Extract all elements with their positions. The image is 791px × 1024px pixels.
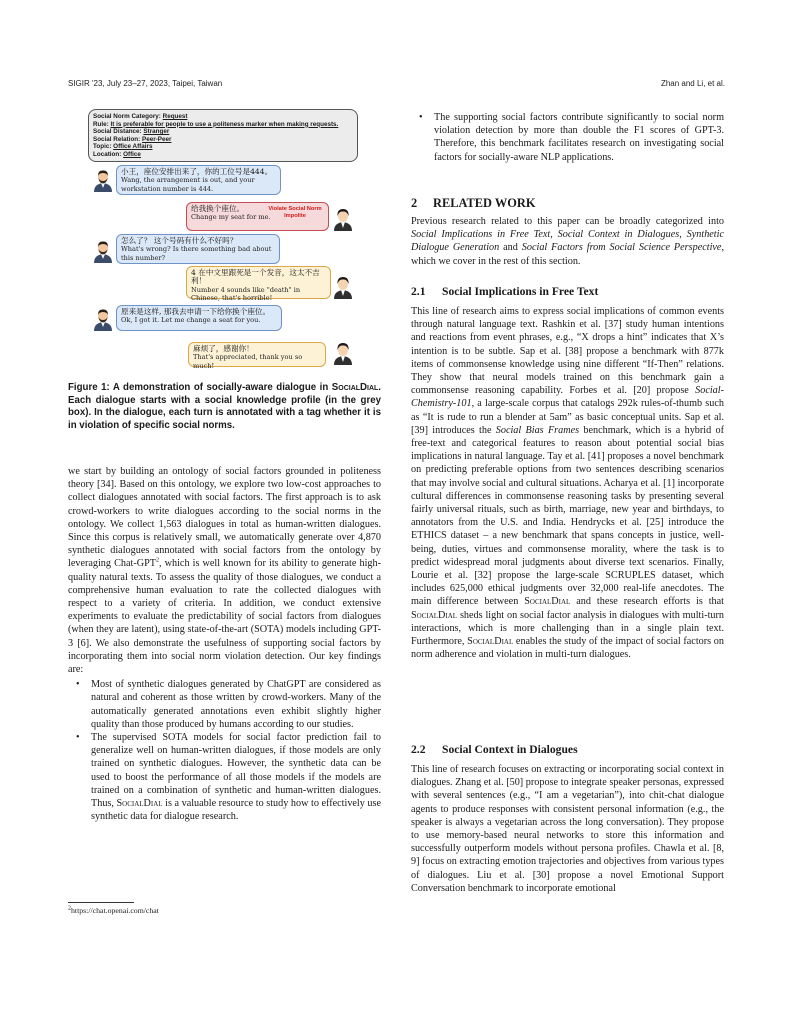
intro-text-b: , which is well known for its ability to generate high-quality natural texts. To assess the quality of those dialogues, we conduct a comprehensive human evaluation to rate the collected dialogues with respect to a variety of criteria. In addition, we conduct extensive experiments to evaluate the predictability of social factors from dialogues (when they are latent), using state-of-the-art (SOTA) models including GPT-3 [6]. We also demonstrate the usefulness of supporting social factors by incorporating them into social norm violation detection. Our key findings are: xyxy=(68,558,381,676)
caption-dataset-name: SocialDial xyxy=(331,382,379,393)
caption-prefix: Figure 1: A demonstration of socially-aware dialogue in xyxy=(68,382,332,393)
turn-text-en: What's wrong? Is there something bad about this number? xyxy=(121,245,272,262)
right-column-top xyxy=(411,111,724,164)
left-column-body xyxy=(68,465,381,823)
dataset-name: SocialDial xyxy=(524,596,571,608)
paragraph: This line of research focuses on extracting or incorporating social context in dialogues. Zhang et al. [50] propose to integrate speaker personas, expressed with several sentences (e.g., “I am a vegetarian”), into chit-chat dialogue agents to produce responses with consistent personal information (e.g., the speaker is always a vegetarian across the long conversation). They propose to use memory-based neural networks to store this information and successfully outperform models without persona profiles. Chawla et al. [8, 9] focus on extracting emotion trajectories and objectives from various types of dialogues. Liu et al. [30] propose a novel Emotional Support Conversation benchmark to incorporate emotional xyxy=(411,764,724,894)
profile-topic-label: Topic: xyxy=(93,143,114,151)
finding-text: The supporting social factors contribute significantly to social norm violation detection by more than double the F1 scores of GPT-3. Therefore, this benchmark facilitates research on investigating social factors for socially-aware NLP applications. xyxy=(434,112,724,163)
profile-category-value: Request xyxy=(162,113,188,120)
dialogue-turn xyxy=(186,266,331,303)
turn-text-en: Change my seat for me. xyxy=(191,213,271,222)
finding-text-b: is a valuable resource to study how to effectively use synthetic data for dialogue research. xyxy=(91,798,382,823)
subsection-heading xyxy=(411,285,598,298)
finding-dataset-name: SocialDial xyxy=(116,798,163,810)
speaker-b-avatar-icon xyxy=(332,207,354,231)
text-run-italic: Social Implications in Free Text, Social Context in Dialogues, Synthetic Dialogue Generation xyxy=(411,229,724,254)
footnote-rule xyxy=(68,902,134,903)
text-run: This line of research aims to express social implications of common events through natural language text. Rashkin et al. [37] study human intentions and reactions from event phrases, e.g., “X drops a hint” indicates that X’s intention is to be subtle. Sap et al. [38] propose a benchmark with 877k items of commonsense knowledge using nine different “If-Then” relations. They show that neural models trained on this benchmark gain a commonsense reasoning capability. Forbes et al. [20] propose xyxy=(411,306,724,397)
speaker-b-avatar-icon xyxy=(332,275,354,299)
dialogue-turn xyxy=(116,165,281,195)
turn-text-en: That's appreciated, thank you so much! xyxy=(193,353,303,370)
turn-text-zh: 给我换个座位。 xyxy=(191,204,245,213)
profile-distance-label: Social Distance: xyxy=(93,128,144,136)
subsection-heading xyxy=(411,743,578,756)
profile-relation-label: Social Relation: xyxy=(93,135,142,143)
section-heading xyxy=(411,196,535,211)
social-profile-box xyxy=(88,109,358,162)
text-run-italic: Social Factors from Social Science Perspective xyxy=(521,242,722,254)
dataset-name: SocialDial xyxy=(467,636,514,648)
text-run: sheds light on social factor analysis in dialogues with multi-turn interactions, which is more challenging than in a single plain text. Furthermore, xyxy=(411,609,724,648)
finding-item xyxy=(411,111,724,164)
section-title: RELATED WORK xyxy=(433,196,536,210)
violation-tag xyxy=(264,206,326,219)
profile-relation-value: Peer-Peer xyxy=(142,135,172,143)
dialogue-turn xyxy=(116,234,280,264)
dialogue-turn xyxy=(116,305,282,331)
figure-1-caption xyxy=(68,382,381,432)
dialogue-turn xyxy=(188,342,326,370)
turn-text-zh: 怎么了？ 这个号码有什么不好吗？ xyxy=(121,236,238,245)
finding-text: Most of synthetic dialogues generated by ChatGPT are considered as natural and coherent as those written by crowd-workers. Many of the automatically generated annotations even exhibit slightly higher quality than those produced by humans according to our studies. xyxy=(91,679,381,730)
profile-rule-label: Rule: xyxy=(93,120,111,128)
subsection-2-2-body xyxy=(411,763,724,895)
profile-distance-value: Stranger xyxy=(143,128,170,136)
text-run-italic: Social Bias Frames xyxy=(495,424,580,436)
subsection-number: 2.1 xyxy=(411,285,426,298)
text-run: and xyxy=(499,242,522,254)
subsection-number: 2.2 xyxy=(411,743,426,756)
finding-item xyxy=(68,678,381,731)
profile-topic-value: Office Affairs xyxy=(113,143,153,151)
profile-location-value: Office xyxy=(123,150,141,158)
profile-location-label: Location: xyxy=(93,150,124,158)
footnote-number: 2 xyxy=(68,905,71,912)
profile-rule-value: It is preferable for people to use a politeness marker when making requests. xyxy=(110,120,339,128)
text-run: Previous research related to this paper can be broadly categorized into xyxy=(411,216,724,227)
section-number: 2 xyxy=(411,196,418,210)
caption-text: . Each dialogue starts with a social knowledge profile (in the grey box). In the dialogue, each turn is annotated with a tag whether it is in violation of specific social norms. xyxy=(68,382,381,431)
turn-text-zh: 麻烦了，感谢你！ xyxy=(193,344,254,353)
finding-text-a: The supervised SOTA models for social factor prediction fail to generalize well on human-written dialogues, if those models are only trained on synthetic dialogues. However, the synthetic data can be used to boost the performance of all those models if the models are trained on a combination of synthetic and human-written dialogues. Thus, xyxy=(91,732,381,810)
subsection-2-1-body xyxy=(411,305,724,661)
profile-category-label: Social Norm Category: xyxy=(93,113,163,120)
text-run: benchmark, which is a hybrid of free-text and categorical features to reason about potential social bias implications in natural language. Tay et al. [41] proposes a novel benchmark on predicting preferable options from two sentences describing scenarios that may involve social and cultural situations. Acharya et al. [1] incorporate cultural differences in commonsense reasoning tasks by presenting several fairly universal rituals, such as birth, marriage, new year and birthdays, to annotators from the U.S. and India. Hendrycks et al. [25] introduce the ETHICS dataset – a new benchmark that spans concepts in justice, well-being, duties, virtues and commonsense morality, where the task is to predict widespread moral judgments about diverse text scenarios. Finally, Lourie et al. [32] propose the large-scale SCRUPLES dataset, which includes 625,000 ethical judgments over 32,000 real-life anecdotes. The main difference between xyxy=(411,424,724,608)
text-run: , which we cover in the rest of this section. xyxy=(411,242,724,267)
speaker-a-avatar-icon xyxy=(92,168,114,192)
speaker-b-avatar-icon xyxy=(332,341,354,365)
related-work-intro xyxy=(411,215,724,268)
turn-text-zh: 原来是这样, 那我去申请一下给你换个座位。 xyxy=(121,307,271,316)
dataset-name: SocialDial xyxy=(411,609,458,621)
figure-1 xyxy=(88,109,364,372)
finding-item xyxy=(68,731,381,823)
subsection-title: Social Implications in Free Text xyxy=(442,285,599,298)
running-header-left: SIGIR '23, July 23–27, 2023, Taipei, Taiwan xyxy=(68,79,223,88)
turn-text-en: Ok, I got it. Let me change a seat for you. xyxy=(121,316,261,325)
subsection-title: Social Context in Dialogues xyxy=(442,743,578,756)
turn-text-en: Number 4 sounds like "death" in Chinese, that's horrible! xyxy=(191,285,301,303)
footnote xyxy=(68,906,159,915)
speaker-a-avatar-icon xyxy=(92,307,114,331)
violation-tag-label: Violate Social Norm xyxy=(268,206,322,212)
text-run: enables the study of the impact of social factors on norm adherence and violation in multi-turn dialogues. xyxy=(411,636,724,661)
turn-text-zh: 4 在中文里跟死是一个发音，这太不吉利！ xyxy=(191,268,320,286)
intro-paragraph xyxy=(68,465,381,676)
turn-text-en: Wang, the arrangement is out, and your workstation number is 444. xyxy=(121,176,255,193)
findings-list-continued xyxy=(411,111,724,164)
running-header-right: Zhan and Li, et al. xyxy=(660,79,725,88)
footnote-link[interactable]: https://chat.openai.com/chat xyxy=(71,906,159,915)
turn-text-zh: 小王，座位安排出来了，你的工位号是444。 xyxy=(121,167,273,176)
intro-text-a: we start by building an ontology of social factors grounded in politeness theory [34]. Based on this ontology, we explore two low-cost approaches to collect dialogues annotated with social factors. The first approach is to ask crowd-workers to write dialogues according to the social norms in the ontology. We collect 1,563 dialogues in total as human-written dialogues. Since this corpus is relatively small, we automatically generate over 4,870 synthetic dialogues annotated with social factors from the ontology by leveraging Chat-GPT xyxy=(68,466,381,570)
impolite-tag-label: Impolite xyxy=(284,212,306,219)
text-run: , a large-scale corpus that catalogs 292k rules-of-thumb such as “It is rude to run a blender at 5am” as basic conceptual units. Sap et al. [39] introduces the xyxy=(411,398,724,436)
text-run: and these research efforts is that xyxy=(570,596,724,608)
speaker-a-avatar-icon xyxy=(92,239,114,263)
text-run-italic: Social-Chemistry-101 xyxy=(411,385,724,410)
findings-list xyxy=(68,678,381,823)
footnote-marker: 2 xyxy=(155,558,159,565)
